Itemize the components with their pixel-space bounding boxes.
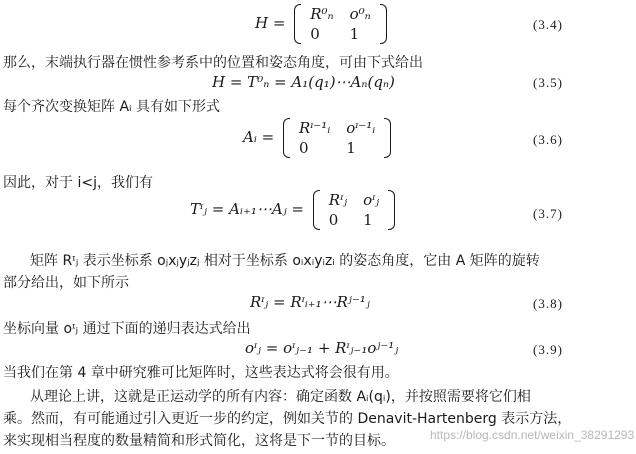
matrix-cell: oᶦⱼ <box>363 191 380 209</box>
matrix-cell: 1 <box>363 211 373 229</box>
equation-3-8 <box>0 292 636 316</box>
matrix <box>294 4 387 44</box>
paragraph-6: 当我们在第 4 章中研究雅可比矩阵时，这些表达式将会很有用。 <box>3 365 399 381</box>
equation-3-4 <box>0 2 636 46</box>
matrix <box>283 118 391 158</box>
paragraph-7-line-2: 乘。然而，有可能通过引入更近一步的约定，例如关节的 Denavit-Hartenberg 表示方法， <box>3 411 572 427</box>
paragraph-2: 每个齐次变换矩阵 Aᵢ 具有如下形式 <box>3 99 220 115</box>
eq-lhs: H = <box>255 14 286 32</box>
equation-3-6 <box>0 116 636 166</box>
matrix-cell: 0 <box>328 211 339 229</box>
paragraph-5: 坐标向量 oᶦⱼ 通过下面的递归表达式给出 <box>3 321 251 337</box>
matrix-cell: o⁰ₙ <box>349 5 371 23</box>
equation-3-5 <box>0 72 636 96</box>
equation-number: (3.8) <box>533 296 563 311</box>
paragraph-4-line-1: 矩阵 Rᶦⱼ 表示坐标系 oⱼxⱼyⱼzⱼ 相对于坐标系 oᵢxᵢyᵢzᵢ 的姿态角度，它由 A 矩阵的旋转 <box>30 253 540 269</box>
equation-number: (3.9) <box>533 342 563 357</box>
equation-number: (3.7) <box>533 206 563 221</box>
eq-body: oᶦⱼ = oᶦⱼ₋₁ + Rᶦⱼ₋₁oʲ⁻¹ⱼ <box>245 339 399 357</box>
paragraph-7-line-3: 来实现相当程度的数量精简和形式简化，这将是下一节的目标。 <box>3 433 395 449</box>
paragraph-1: 那么，末端执行器在惯性参考系中的位置和姿态角度，可由下式给出 <box>3 55 423 71</box>
matrix-cell: Rᶦ⁻¹ᵢ <box>298 119 331 137</box>
equation-number: (3.5) <box>533 75 563 90</box>
equation-number: (3.4) <box>533 17 563 32</box>
matrix <box>313 190 395 230</box>
matrix-cell: 0 <box>298 139 309 157</box>
equation-3-9 <box>0 338 636 362</box>
equation-number: (3.6) <box>533 132 563 147</box>
matrix-cell: Rᶦⱼ <box>328 191 348 209</box>
eq-body: Rᶦⱼ = Rᶦᵢ₊₁⋯Rʲ⁻¹ⱼ <box>250 293 370 311</box>
paragraph-7-line-1: 从理论上讲，这就是正运动学的所有内容：确定函数 Aᵢ(qᵢ)，并按照需要将它们相 <box>30 389 531 405</box>
paragraph-4-line-2: 部分给出，如下所示 <box>3 275 129 291</box>
matrix-cell: oᶦ⁻¹ᵢ <box>346 119 376 137</box>
eq-lhs: Tᶦⱼ = Aᵢ₊₁⋯Aⱼ = <box>190 200 305 218</box>
watermark-url: https://blog.csdn.net/weixin_38291293 <box>430 428 635 442</box>
matrix-cell: 1 <box>346 139 356 157</box>
eq-lhs: Aᵢ = <box>243 128 275 146</box>
eq-body: H = T⁰ₙ = A₁(q₁)⋯Aₙ(qₙ) <box>212 73 395 91</box>
matrix-cell: 1 <box>349 25 360 43</box>
matrix-cell: 0 <box>310 25 320 43</box>
paragraph-3: 因此，对于 i<j，我们有 <box>3 175 153 191</box>
equation-3-7 <box>0 188 636 238</box>
matrix-cell: R⁰ₙ <box>310 5 334 23</box>
